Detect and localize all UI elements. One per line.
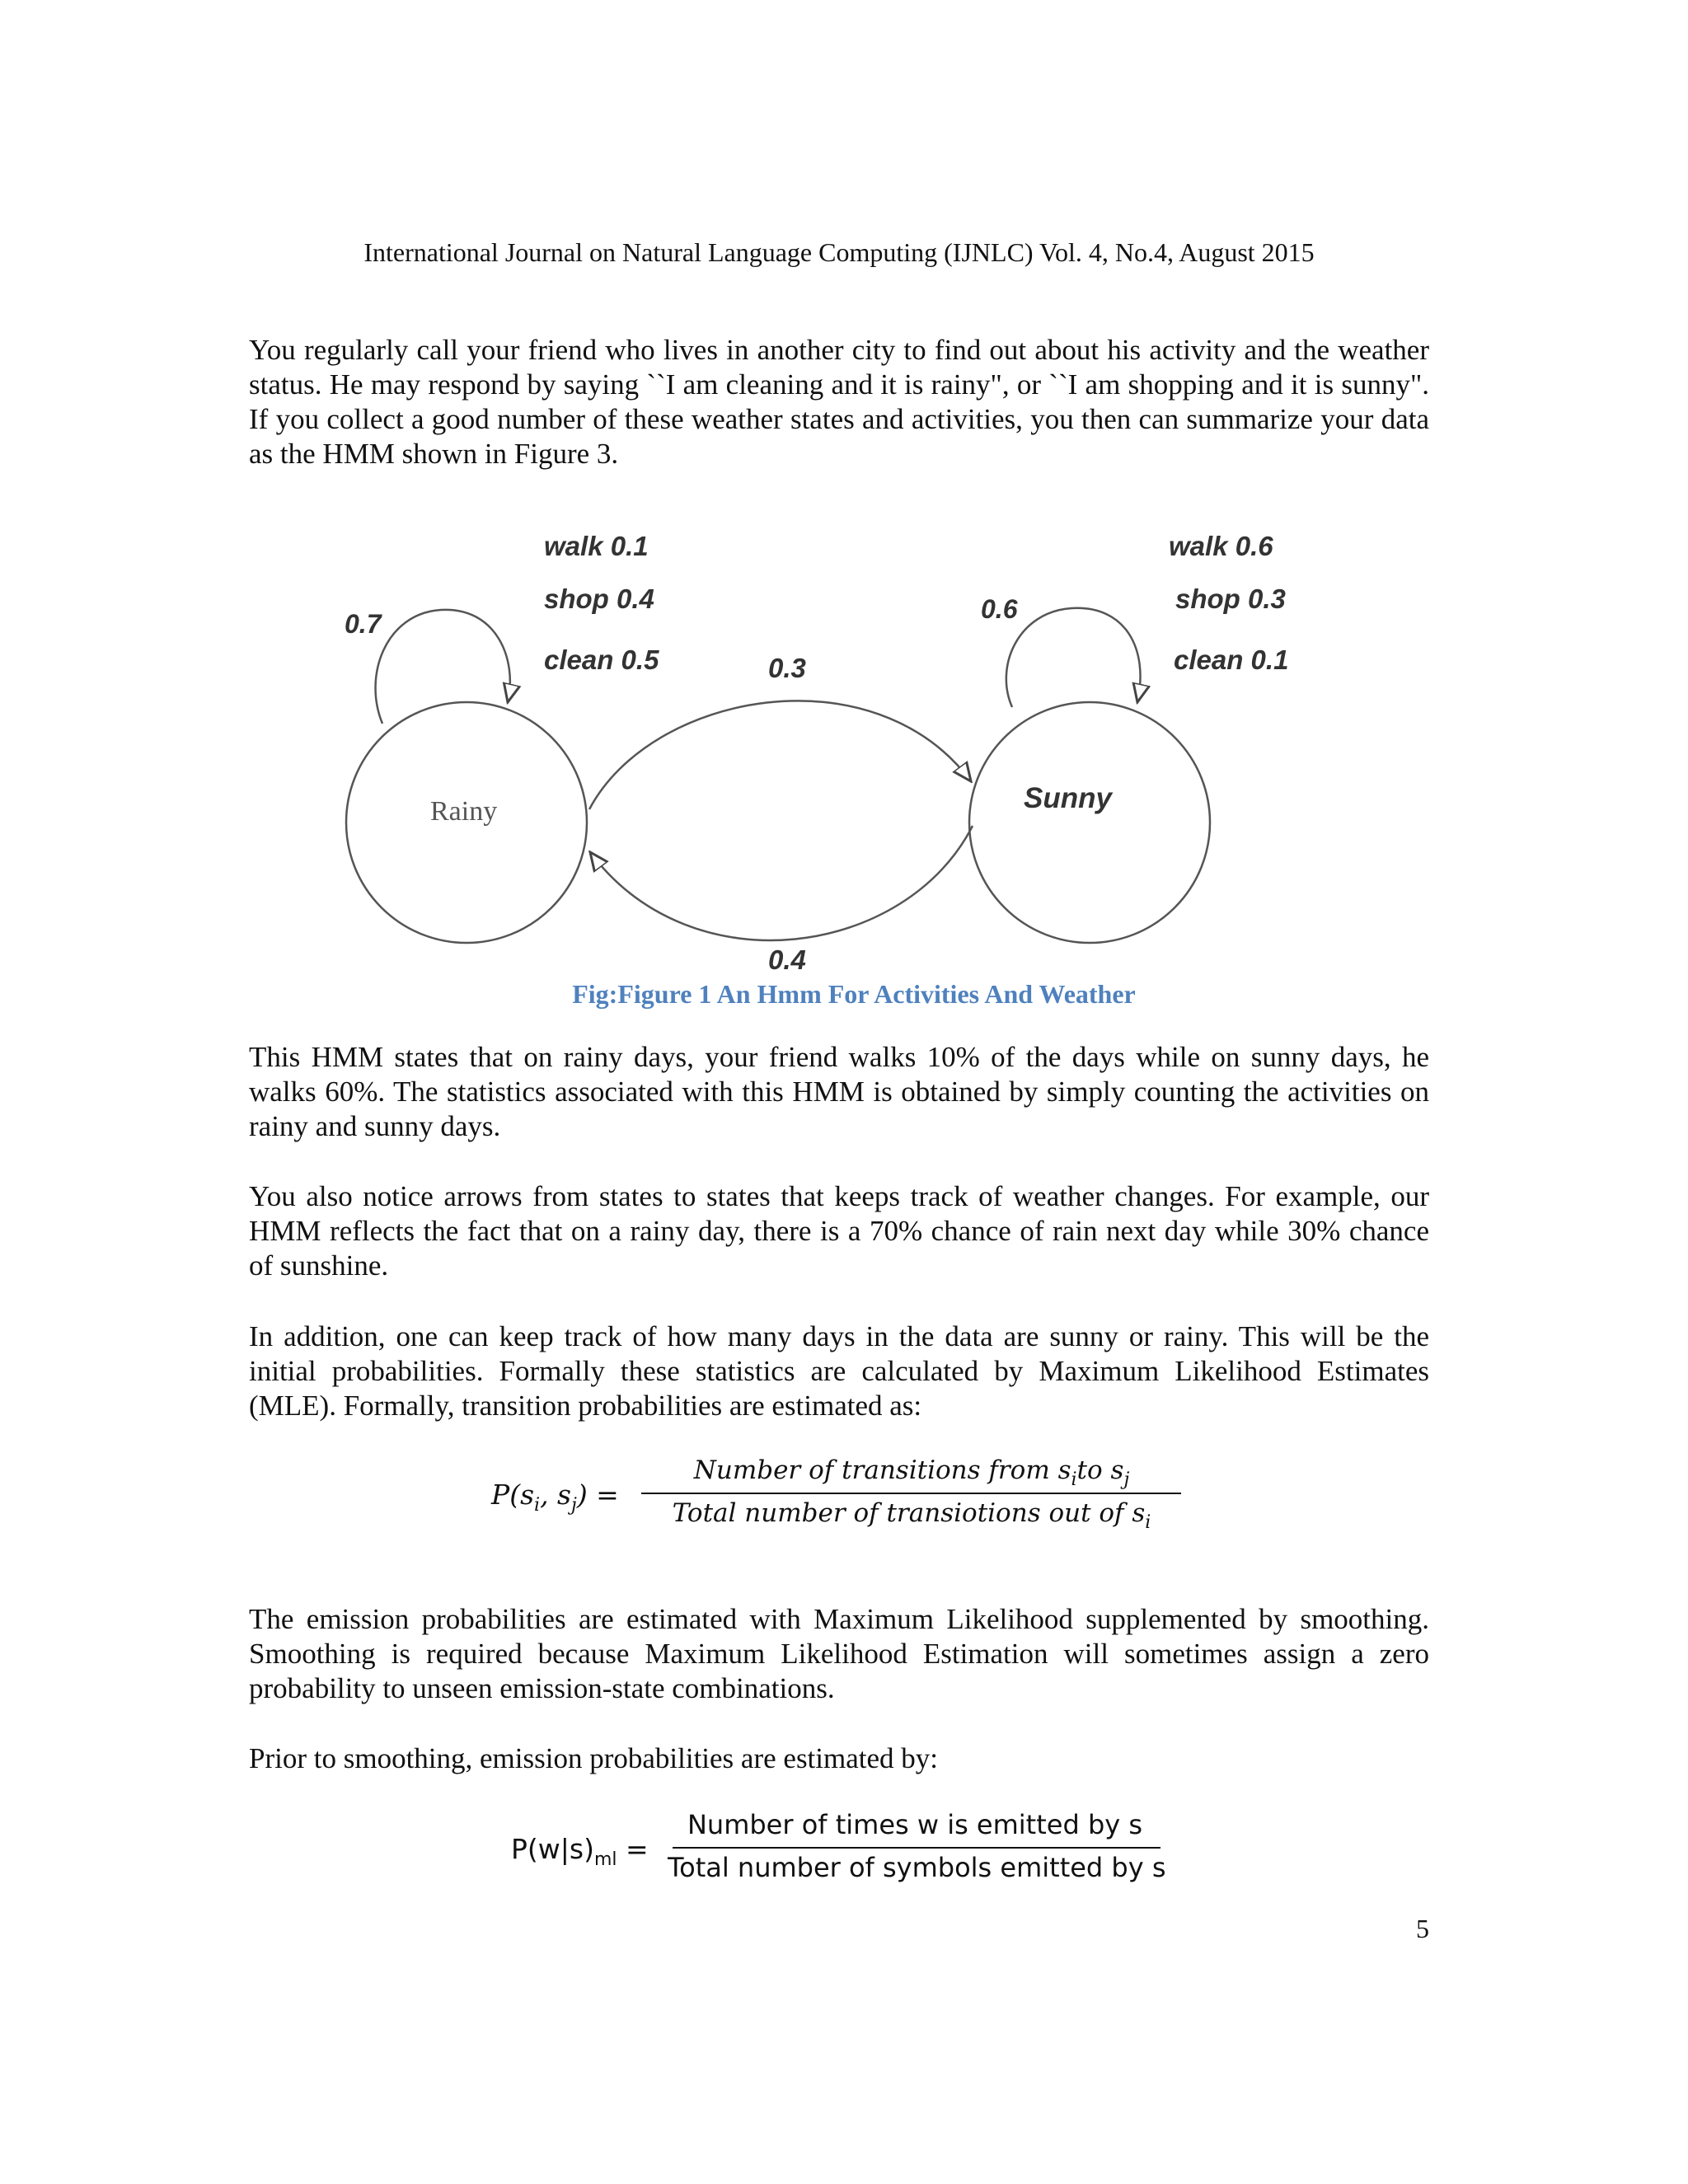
eq2-lhs-sub: ml — [593, 1849, 617, 1870]
sunny-emission-walk: walk 0.6 — [1169, 531, 1273, 561]
rainy-emission-shop: shop 0.4 — [544, 583, 654, 614]
paragraph-mle: In addition, one can keep track of how many days in the data are sunny or rainy. This will be the initial probabilities. Formally these statistics are calculated by Maximum Likelihood Estimates (MLE). Formally, transition probabilities are estimated as: — [249, 1320, 1429, 1422]
paragraph-smoothing: The emission probabilities are estimated with Maximum Likelihood supplemented by smoothing. Smoothing is required because Maximum Likelihood Estimation will sometimes assign a zero probability to unseen emission-state combinations. — [249, 1603, 1429, 1704]
eq2-lhs-p: P(w|s) — [511, 1833, 594, 1865]
equation-numerator — [640, 1454, 1184, 1497]
eq1-num-a: Number of transitions from s — [693, 1455, 1071, 1485]
sunny-state-circle — [969, 702, 1210, 943]
eq2-lhs-end: = — [617, 1833, 649, 1865]
sunny-state-label: Sunny — [1024, 782, 1112, 814]
eq1-den-a: Total number of transiotions out of s — [672, 1498, 1146, 1528]
rainy-to-sunny-arrow — [589, 701, 971, 809]
fraction-bar — [641, 1493, 1181, 1494]
equation-numerator: Number of times w is emitted by s — [687, 1809, 1143, 1840]
hmm-figure — [0, 527, 1688, 989]
eq1-lhs-p: P(s — [491, 1479, 535, 1511]
rainy-self-loop — [376, 610, 510, 724]
sunny-self-loop-prob: 0.6 — [981, 594, 1018, 624]
sunny-to-rainy-arrow — [590, 826, 973, 940]
sunny-self-loop — [1006, 608, 1141, 707]
emission-probability-equation — [511, 1808, 1170, 1899]
eq1-num-sub-j: j — [1123, 1469, 1130, 1490]
rainy-emission-clean: clean 0.5 — [544, 644, 659, 675]
transition-probability-equation — [491, 1454, 1233, 1544]
rainy-to-sunny-prob: 0.3 — [768, 653, 806, 683]
paragraph-intro: You regularly call your friend who lives in another city to find out about his activity and the weather status. He may respond by saying ``I am cleaning and it is rainy", or ``I am shopping and it is sunny". If you collect a good number of these weather states and activities, you then can summarize your data as the HMM shown in Figure 3. — [249, 334, 1429, 470]
paragraph-emission-stats: This HMM states that on rainy days, your friend walks 10% of the days while on sunny days, he walks 60%. The statistics associated with this HMM is obtained by simply counting the activities on rainy and sunny days. — [249, 1041, 1429, 1142]
paragraph-prior-smoothing: Prior to smoothing, emission probabilities are estimated by: — [249, 1742, 939, 1774]
fraction-bar — [673, 1847, 1160, 1849]
sunny-emission-shop: shop 0.3 — [1175, 583, 1286, 614]
equation-denominator — [640, 1497, 1184, 1540]
eq1-num-b: to s — [1076, 1455, 1124, 1485]
rainy-emission-walk: walk 0.1 — [544, 531, 649, 561]
journal-header: International Journal on Natural Language Computing (IJNLC) Vol. 4, No.4, August 2015 — [363, 237, 1315, 267]
page-number: 5 — [1416, 1914, 1429, 1943]
paragraph-transitions: You also notice arrows from states to states that keeps track of weather changes. For example, our HMM reflects the fact that on a rainy day, there is a 70% chance of rain next day while 30% chance of sunshine. — [249, 1180, 1429, 1282]
hmm-diagram — [0, 527, 1688, 989]
equation-denominator: Total number of symbols emitted by s — [668, 1852, 1166, 1883]
sunny-to-rainy-prob: 0.4 — [768, 944, 806, 975]
equation-lhs — [491, 1479, 619, 1522]
eq1-lhs-end: ) = — [576, 1479, 619, 1511]
equation-lhs — [511, 1833, 649, 1877]
rainy-state-label: Rainy — [430, 796, 498, 827]
eq1-num-sub-i: i — [1071, 1469, 1077, 1490]
figure-caption: Fig:Figure 1 An Hmm For Activities And Weather — [572, 979, 1136, 1009]
eq1-lhs-sub-i: i — [534, 1495, 541, 1516]
eq1-lhs-comma: , s — [540, 1479, 571, 1511]
eq1-lhs-sub-j: j — [570, 1495, 577, 1516]
sunny-emission-clean: clean 0.1 — [1174, 644, 1289, 675]
eq1-den-sub-i: i — [1145, 1512, 1151, 1533]
rainy-self-loop-prob: 0.7 — [345, 609, 382, 639]
